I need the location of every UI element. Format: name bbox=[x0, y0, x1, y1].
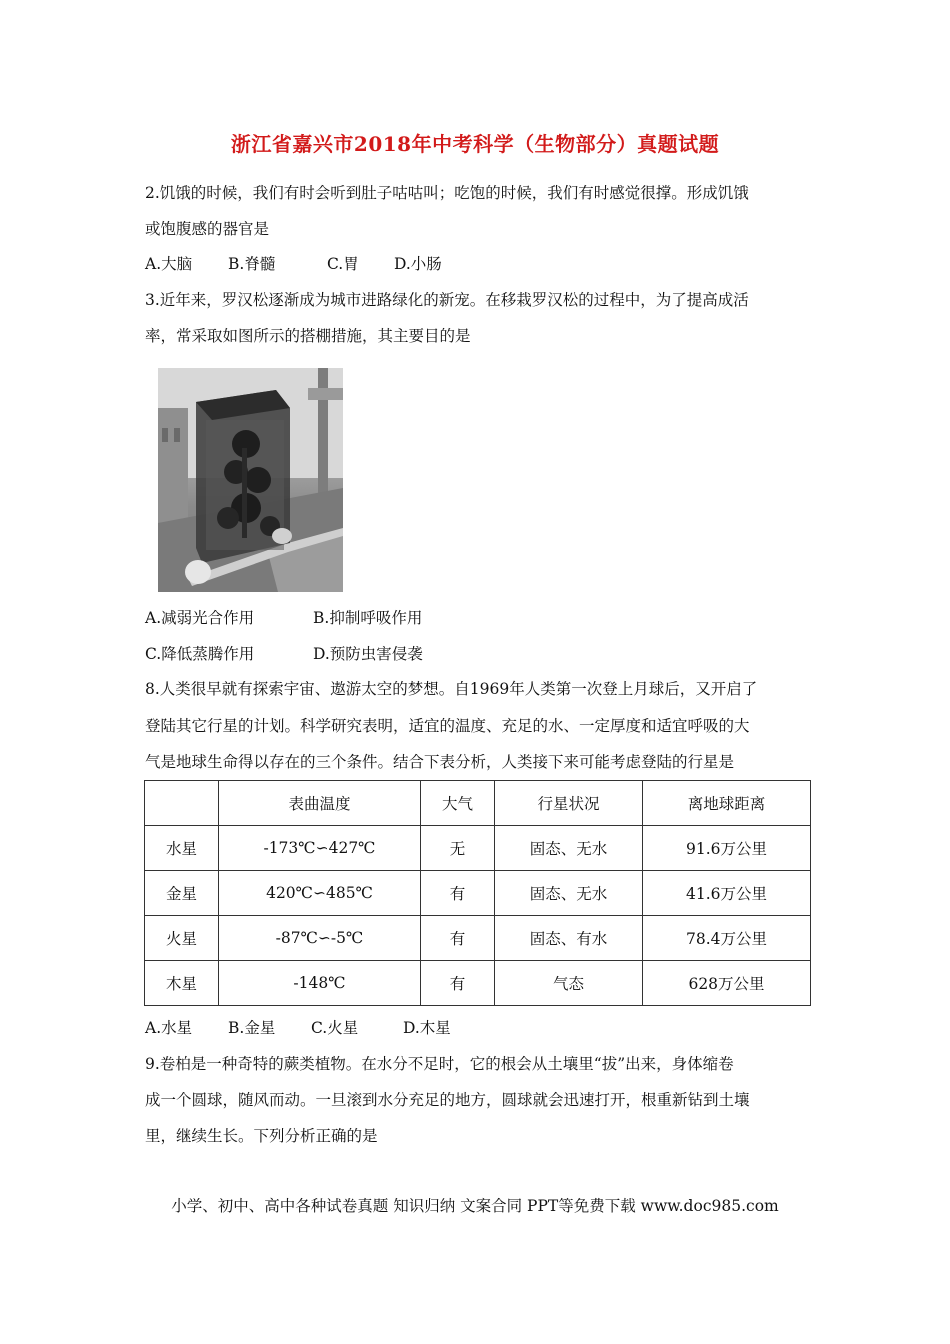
q8-text-line-2: 登陆其它行星的计划。科学研究表明，适宜的温度、充足的水、一定厚度和适宜呼吸的大 bbox=[145, 717, 750, 735]
page-title: 浙江省嘉兴市2018年中考科学（生物部分）真题试题 bbox=[230, 132, 720, 156]
distance-cell: 41.6万公里 bbox=[643, 871, 811, 916]
planet-table-header-row bbox=[145, 781, 811, 826]
q8-option-c: C.火星 bbox=[311, 1019, 359, 1037]
planet-name-cell: 金星 bbox=[145, 871, 219, 916]
condition-cell: 固态、无水 bbox=[495, 826, 643, 871]
q3-option-c: C.降低蒸腾作用 bbox=[145, 645, 255, 663]
header-cell-distance: 离地球距离 bbox=[643, 781, 811, 826]
q2-options bbox=[145, 254, 442, 274]
shade-net-illustration bbox=[158, 368, 343, 592]
condition-cell: 固态、无水 bbox=[495, 871, 643, 916]
q9-text-line-3: 里，继续生长。下列分析正确的是 bbox=[145, 1127, 378, 1145]
q8-option-d: D.木星 bbox=[403, 1019, 451, 1037]
temperature-cell: -87℃∽-5℃ bbox=[219, 916, 421, 961]
q8-option-a: A.水星 bbox=[145, 1019, 193, 1037]
planet-name-cell: 水星 bbox=[145, 826, 219, 871]
q2-option-d: D.小肠 bbox=[394, 255, 442, 273]
temperature-cell: 420℃∽485℃ bbox=[219, 871, 421, 916]
q8-options bbox=[145, 1018, 451, 1038]
footer-text: 小学、初中、高中各种试卷真题 知识归纳 文案合同 PPT等免费下载 www.doc985.com bbox=[171, 1197, 779, 1215]
atmosphere-cell: 有 bbox=[421, 916, 495, 961]
q9-text-line-1: 9.卷柏是一种奇特的蕨类植物。在水分不足时，它的根会从土壤里“拔”出来，身体缩卷 bbox=[145, 1055, 734, 1073]
q2-option-c: C.胃 bbox=[327, 255, 359, 273]
header-cell-temperature: 表曲温度 bbox=[219, 781, 421, 826]
q3-options-row-2 bbox=[145, 644, 423, 664]
q3-option-b: B.抑制呼吸作用 bbox=[313, 609, 423, 627]
q2-option-b: B.脊髓 bbox=[228, 255, 276, 273]
distance-cell: 628万公里 bbox=[643, 961, 811, 1006]
temperature-cell: -173℃∽427℃ bbox=[219, 826, 421, 871]
q3-option-a: A.减弱光合作用 bbox=[145, 609, 255, 627]
q2-text-line-2: 或饱腹感的器官是 bbox=[145, 220, 270, 238]
planet-table bbox=[144, 780, 811, 1006]
q2-text-line-1: 2.饥饿的时候，我们有时会听到肚子咕咕叫；吃饱的时候，我们有时感觉很撑。形成饥饿 bbox=[145, 184, 749, 202]
table-row bbox=[145, 871, 811, 916]
header-cell-blank bbox=[145, 781, 219, 826]
table-row bbox=[145, 916, 811, 961]
atmosphere-cell: 有 bbox=[421, 961, 495, 1006]
q3-text-line-2: 率，常采取如图所示的搭棚措施，其主要目的是 bbox=[145, 327, 471, 345]
q8-option-b: B.金星 bbox=[228, 1019, 276, 1037]
table-row bbox=[145, 826, 811, 871]
q3-text-line-1: 3.近年来，罗汉松逐渐成为城市进路绿化的新宠。在移栽罗汉松的过程中，为了提高成活 bbox=[145, 291, 749, 309]
header-cell-condition: 行星状况 bbox=[495, 781, 643, 826]
atmosphere-cell: 无 bbox=[421, 826, 495, 871]
table-row bbox=[145, 961, 811, 1006]
temperature-cell: -148℃ bbox=[219, 961, 421, 1006]
shade-net-photo bbox=[158, 368, 343, 592]
atmosphere-cell: 有 bbox=[421, 871, 495, 916]
condition-cell: 固态、有水 bbox=[495, 916, 643, 961]
q8-text-line-3: 气是地球生命得以存在的三个条件。结合下表分析，人类接下来可能考虑登陆的行星是 bbox=[145, 753, 735, 771]
q3-option-d: D.预防虫害侵袭 bbox=[313, 645, 423, 663]
q9-text-line-2: 成一个圆球，随风而动。一旦滚到水分充足的地方，圆球就会迅速打开，根重新钻到土壤 bbox=[145, 1091, 750, 1109]
q2-option-a: A.大脑 bbox=[145, 255, 193, 273]
q3-options-row-1 bbox=[145, 608, 422, 628]
header-cell-atmosphere: 大气 bbox=[421, 781, 495, 826]
q8-text-line-1: 8.人类很早就有探索宇宙、遨游太空的梦想。自1969年人类第一次登上月球后，又开启了 bbox=[145, 680, 758, 698]
distance-cell: 78.4万公里 bbox=[643, 916, 811, 961]
distance-cell: 91.6万公里 bbox=[643, 826, 811, 871]
planet-name-cell: 木星 bbox=[145, 961, 219, 1006]
planet-name-cell: 火星 bbox=[145, 916, 219, 961]
condition-cell: 气态 bbox=[495, 961, 643, 1006]
